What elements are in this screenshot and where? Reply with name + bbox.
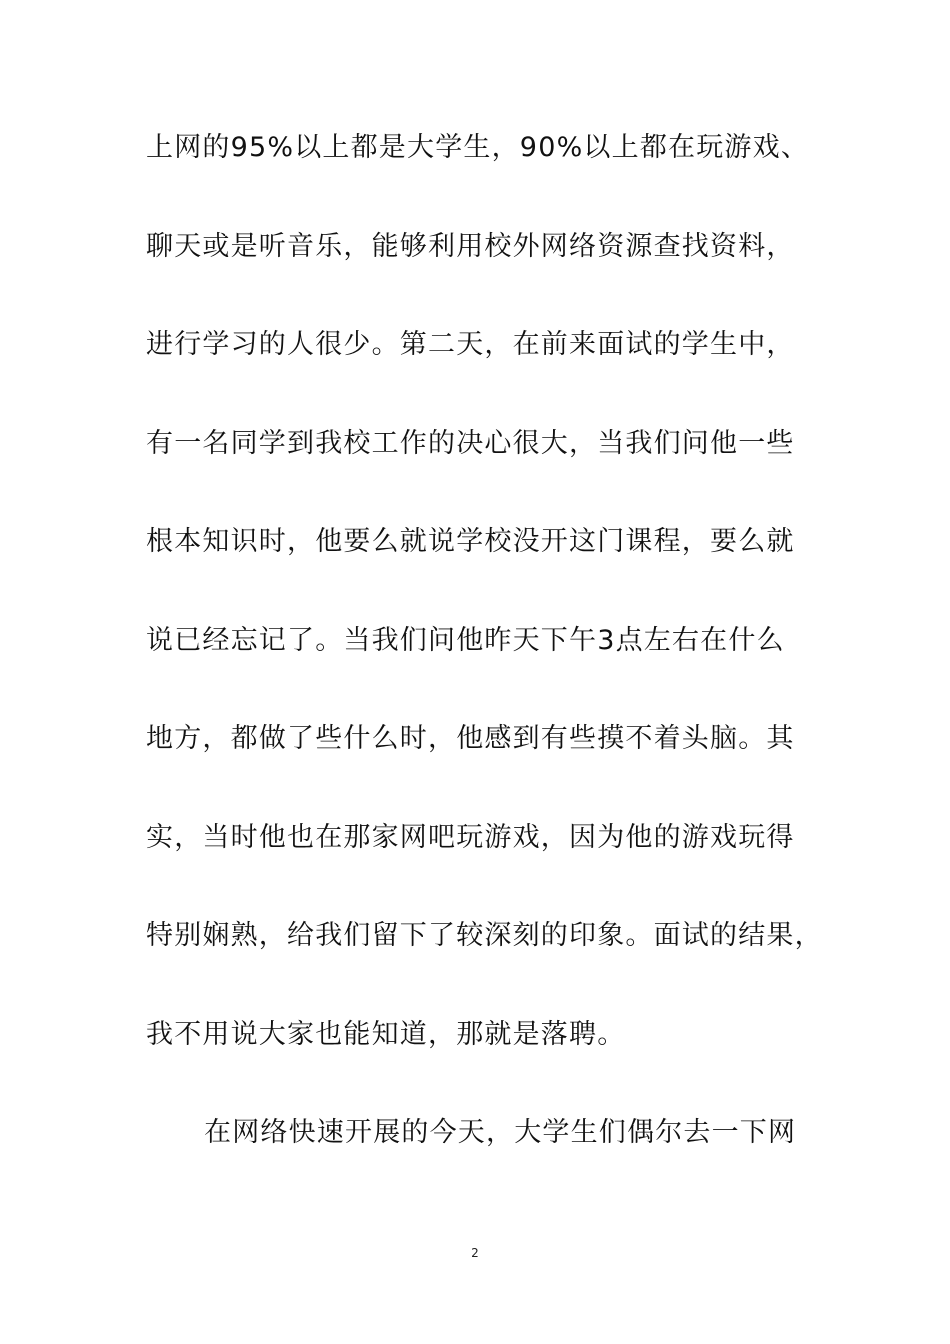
text-line: 实，当时他也在那家网吧玩游戏，因为他的游戏玩得 <box>146 821 795 853</box>
text-line: 有一名同学到我校工作的决心很大，当我们问他一些 <box>146 427 795 459</box>
paragraph-start-line: 在网络快速开展的今天，大学生们偶尔去一下网 <box>204 1117 797 1148</box>
text-line: 根本知识时，他要么就说学校没开这门课程，要么就 <box>146 526 795 557</box>
text-line: 说已经忘记了。当我们问他昨天下午3点左右在什么 <box>146 624 785 656</box>
text-line: 上网的95%以上都是大学生，90%以上都在玩游戏、 <box>146 132 810 163</box>
text-line: 地方，都做了些什么时，他感到有些摸不着头脑。其 <box>146 723 795 754</box>
text-line: 我不用说大家也能知道，那就是落聘。 <box>146 1018 626 1050</box>
body-text <box>146 118 846 1202</box>
page-number: 2 <box>471 1246 479 1260</box>
text-line: 进行学习的人很少。第二天，在前来面试的学生中， <box>146 329 795 360</box>
text-line: 聊天或是听音乐，能够利用校外网络资源查找资料， <box>146 230 795 262</box>
text-line: 特别娴熟，给我们留下了较深刻的印象。面试的结果， <box>146 920 823 951</box>
